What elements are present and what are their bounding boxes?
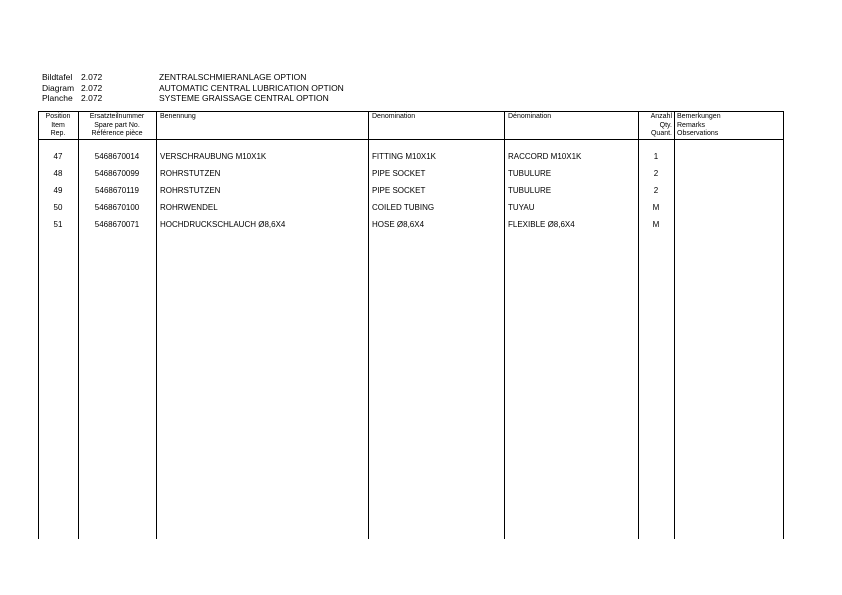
parts-table (38, 111, 784, 539)
table-row (38, 168, 784, 184)
cell-benennung: ROHRSTUTZEN (160, 186, 221, 195)
cell-denomination-en: PIPE SOCKET (372, 186, 426, 195)
header-number: 2.072 (81, 93, 103, 103)
column-header-qty: Anzahl Qty. Quant. (650, 113, 672, 138)
cell-benennung: HOCHDRUCKSCHLAUCH Ø8,6X4 (160, 220, 286, 229)
cell-benennung: ROHRSTUTZEN (160, 169, 221, 178)
cell-part-no: 5468670014 (94, 152, 140, 161)
cell-denomination-fr: TUBULURE (508, 186, 552, 195)
table-row (38, 202, 784, 218)
cell-part-no: 5468670100 (94, 203, 140, 212)
column-header-denomination-en: Denomination (372, 113, 416, 120)
cell-part-no: 5468670099 (94, 169, 140, 178)
column-header-position: Position Item Rep. (45, 113, 71, 138)
column-header-denomination-fr: Dénomination (508, 113, 552, 120)
cell-denomination-fr: RACCORD M10X1K (508, 152, 582, 161)
header-title: ZENTRALSCHMIERANLAGE OPTION (159, 72, 307, 82)
table-header-divider (38, 139, 784, 140)
column-header-remarks: Bemerkungen Remarks Observations (677, 113, 721, 138)
cell-position: 51 (53, 220, 63, 229)
cell-qty: 2 (653, 169, 659, 178)
cell-qty: 2 (653, 186, 659, 195)
header-label: Planche (42, 93, 73, 103)
table-row (38, 151, 784, 167)
table-row (38, 219, 784, 235)
header-label: Bildtafel (42, 72, 73, 82)
cell-denomination-en: COILED TUBING (372, 203, 435, 212)
cell-position: 48 (53, 169, 63, 178)
table-top-border (38, 111, 784, 112)
cell-benennung: VERSCHRAUBUNG M10X1K (160, 152, 267, 161)
header-label: Diagram (42, 82, 75, 93)
cell-part-no: 5468670119 (95, 186, 139, 195)
cell-qty: M (652, 203, 660, 212)
cell-qty: M (652, 220, 660, 229)
column-header-part-no: Ersatzteilnummer Spare part No. Référence pièce (89, 113, 145, 138)
cell-position: 49 (53, 186, 63, 195)
cell-denomination-fr: TUBULURE (508, 169, 552, 178)
cell-denomination-en: PIPE SOCKET (372, 169, 426, 178)
column-header-benennung: Benennung (160, 113, 196, 120)
cell-position: 47 (53, 152, 63, 161)
table-row (38, 185, 784, 201)
header-number: 2.072 (81, 72, 103, 82)
cell-denomination-fr: FLEXIBLE Ø8,6X4 (508, 220, 575, 229)
cell-part-no: 5468670071 (94, 220, 140, 229)
cell-qty: 1 (653, 152, 659, 161)
header-row-fr (42, 93, 344, 104)
header-row-de (42, 72, 344, 83)
cell-benennung: ROHRWENDEL (160, 203, 218, 212)
header-title: SYSTEME GRAISSAGE CENTRAL OPTION (159, 93, 329, 103)
header-row-en (42, 83, 344, 94)
cell-position: 50 (53, 203, 63, 212)
header-title: AUTOMATIC CENTRAL LUBRICATION OPTION (159, 82, 344, 93)
cell-denomination-fr: TUYAU (508, 203, 535, 212)
diagram-header (42, 72, 344, 104)
cell-denomination-en: FITTING M10X1K (372, 152, 437, 161)
header-number: 2.072 (81, 82, 103, 93)
cell-denomination-en: HOSE Ø8,6X4 (372, 220, 425, 229)
